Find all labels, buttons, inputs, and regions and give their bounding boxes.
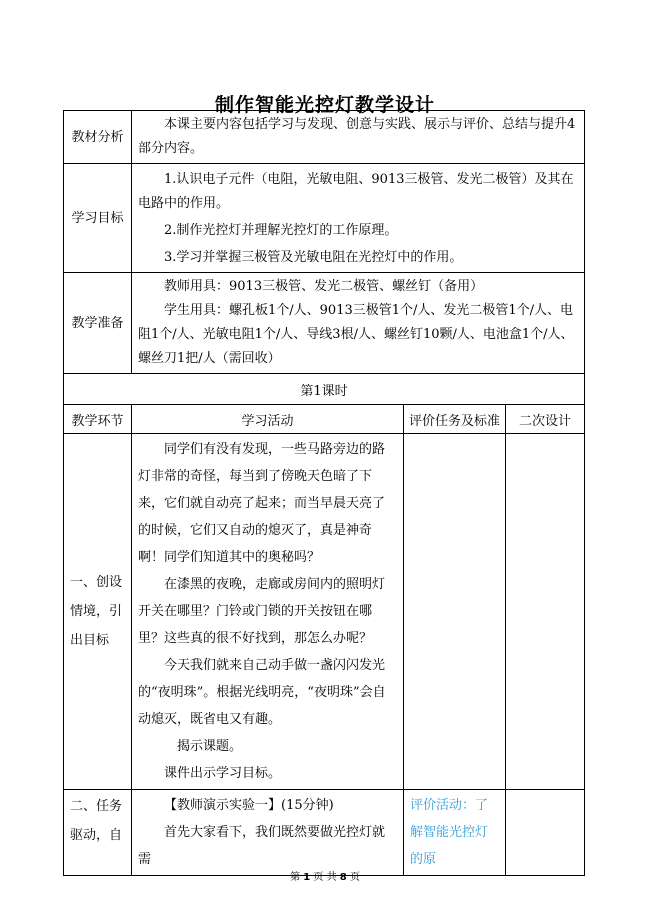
lesson-title-row (64, 374, 585, 405)
stage2-row (64, 790, 585, 876)
stage2-paragraph: 首先大家看下，我们既然要做光控灯就需 (138, 825, 386, 867)
page-footer (0, 868, 650, 883)
prep-content (132, 273, 585, 374)
prep-label: 教学准备 (64, 273, 132, 374)
stage2-activity (132, 790, 404, 876)
goals-row (64, 164, 585, 273)
goals-content (132, 164, 585, 273)
analysis-content (132, 111, 585, 164)
stage2-evaluation: 评价活动：了解智能光控灯的原 (404, 790, 506, 876)
goal-item: 2.制作光控灯并理解光控灯的工作原理。 (164, 223, 398, 238)
col-header-evaluation: 评价任务及标准 (404, 405, 506, 434)
lesson-title: 第1课时 (64, 374, 585, 405)
analysis-text: 本课主要内容包括学习与发现、创意与实践、展示与评价、总结与提升4部分内容。 (138, 117, 576, 156)
col-header-redesign: 二次设计 (506, 405, 585, 434)
footer-mid: 页 共 (313, 872, 337, 883)
document-title: 制作智能光控灯教学设计 (214, 94, 435, 116)
analysis-label: 教材分析 (64, 111, 132, 164)
footer-suffix: 页 (349, 872, 360, 883)
stage1-paragraph: 课件出示学习目标。 (164, 766, 282, 781)
page-total: 8 (339, 872, 347, 883)
prep-teacher: 教师用具：9013三极管、发光二极管、螺丝钉（备用） (164, 279, 484, 294)
goals-label: 学习目标 (64, 164, 132, 273)
prep-row (64, 273, 585, 374)
column-header-row (64, 405, 585, 434)
analysis-row (64, 111, 585, 164)
lesson-plan-table (63, 110, 585, 876)
stage1-paragraph: 在漆黑的夜晚，走廊或房间内的照明灯开关在哪里？门铃或门锁的开关按钮在哪里？这些真的很不好找到，那怎么办呢？ (138, 577, 386, 646)
stage1-paragraph: 揭示课题。 (177, 739, 243, 754)
goal-item: 3.学习并掌握三极管及光敏电阻在光控灯中的作用。 (164, 250, 463, 265)
stage1-evaluation (404, 434, 506, 790)
stage1-label: 一、创设情境，引出目标 (64, 434, 132, 790)
prep-student: 学生用具：螺孔板1个/人、9013三极管1个/人、发光二极管1个/人、电阻1个/人、光敏电阻1个/人、导线3根/人、螺丝钉10颗/人、电池盒1个/人、螺丝刀1把/人（需回收） (138, 303, 574, 366)
footer-prefix: 第 (290, 872, 301, 883)
page-number: 1 (303, 872, 311, 883)
stage2-redesign (506, 790, 585, 876)
stage2-label: 二、任务驱动，自 (64, 790, 132, 876)
stage1-row (64, 434, 585, 790)
col-header-stage: 教学环节 (64, 405, 132, 434)
stage1-redesign (506, 434, 585, 790)
stage1-paragraph: 今天我们就来自己动手做一盏闪闪发光的“夜明珠”。根据光线明亮，“夜明珠”会自动熄灭，既省电又有趣。 (138, 658, 386, 727)
stage1-activity (132, 434, 404, 790)
stage2-heading: 【教师演示实验一】(15分钟) (164, 798, 334, 813)
goal-item: 1.认识电子元件（电阻，光敏电阻、9013三极管、发光二极管）及其在电路中的作用。 (138, 172, 574, 211)
col-header-activity: 学习活动 (132, 405, 404, 434)
stage1-paragraph: 同学们有没有发现，一些马路旁边的路灯非常的奇怪，每当到了傍晚天色暗了下来，它们就自动亮了起来；而当早晨天亮了的时候，它们又自动的熄灭了，真是神奇啊！同学们知道其中的奥秘吗？ (138, 442, 386, 565)
